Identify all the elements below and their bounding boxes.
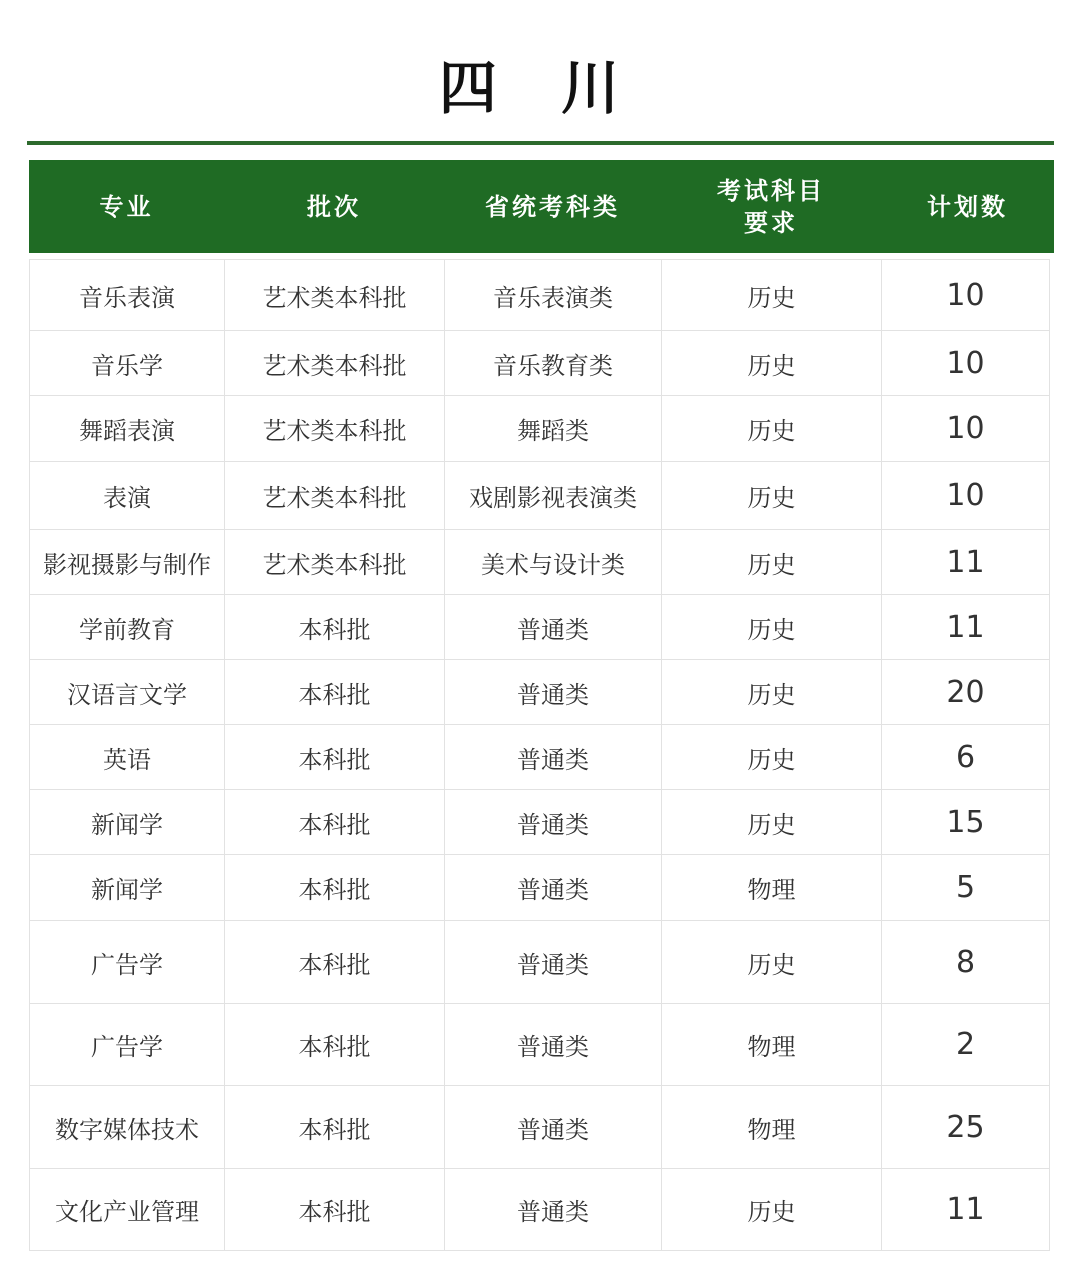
cell-plan: 8: [882, 921, 1050, 1004]
table-row: [30, 1004, 1050, 1086]
cell-batch: 艺术类本科批: [225, 260, 445, 331]
header-major: 专业: [99, 192, 154, 221]
cell-major: 影视摄影与制作: [30, 530, 225, 595]
header-category: 省统考科类: [485, 192, 620, 221]
cell-batch: 艺术类本科批: [225, 396, 445, 462]
cell-category: 音乐教育类: [445, 331, 662, 396]
cell-subject: 历史: [662, 921, 882, 1004]
table-row: [30, 260, 1050, 331]
cell-subject: 历史: [662, 260, 882, 331]
cell-subject: 历史: [662, 790, 882, 855]
cell-batch: 艺术类本科批: [225, 530, 445, 595]
cell-plan: 6: [882, 725, 1050, 790]
cell-major: 新闻学: [30, 855, 225, 921]
cell-major: 广告学: [30, 1004, 225, 1086]
table-row: [30, 725, 1050, 790]
cell-subject: 历史: [662, 462, 882, 530]
cell-category: 普通类: [445, 790, 662, 855]
cell-category: 舞蹈类: [445, 396, 662, 462]
cell-plan: 10: [882, 396, 1050, 462]
cell-plan: 10: [882, 260, 1050, 331]
cell-subject: 物理: [662, 855, 882, 921]
header-subject-line2: 要求: [744, 208, 798, 237]
table-row: [30, 660, 1050, 725]
cell-category: 普通类: [445, 1169, 662, 1251]
table-row: [30, 462, 1050, 530]
cell-major: 文化产业管理: [30, 1169, 225, 1251]
cell-major: 舞蹈表演: [30, 396, 225, 462]
table-row: [30, 396, 1050, 462]
cell-category: 普通类: [445, 921, 662, 1004]
cell-major: 新闻学: [30, 790, 225, 855]
table-header: [29, 160, 1054, 253]
header-plan: 计划数: [927, 192, 1008, 221]
cell-major: 学前教育: [30, 595, 225, 660]
cell-plan: 10: [882, 331, 1050, 396]
cell-plan: 2: [882, 1004, 1050, 1086]
cell-subject: 历史: [662, 660, 882, 725]
table-row: [30, 921, 1050, 1004]
cell-batch: 本科批: [225, 1086, 445, 1169]
cell-batch: 本科批: [225, 1004, 445, 1086]
cell-batch: 本科批: [225, 921, 445, 1004]
cell-batch: 本科批: [225, 660, 445, 725]
table-row: [30, 1086, 1050, 1169]
table-row: [30, 331, 1050, 396]
cell-major: 表演: [30, 462, 225, 530]
cell-plan: 25: [882, 1086, 1050, 1169]
cell-major: 音乐表演: [30, 260, 225, 331]
cell-plan: 11: [882, 530, 1050, 595]
cell-batch: 本科批: [225, 595, 445, 660]
title-divider: [27, 141, 1054, 145]
cell-subject: 物理: [662, 1004, 882, 1086]
cell-category: 音乐表演类: [445, 260, 662, 331]
cell-category: 戏剧影视表演类: [445, 462, 662, 530]
cell-plan: 11: [882, 595, 1050, 660]
cell-batch: 艺术类本科批: [225, 331, 445, 396]
cell-plan: 10: [882, 462, 1050, 530]
header-subject: [661, 160, 881, 253]
cell-batch: 本科批: [225, 855, 445, 921]
cell-category: 普通类: [445, 595, 662, 660]
table-row: [30, 790, 1050, 855]
cell-category: 普通类: [445, 660, 662, 725]
cell-subject: 历史: [662, 595, 882, 660]
cell-subject: 历史: [662, 331, 882, 396]
table-row: [30, 530, 1050, 595]
enrollment-table: [29, 259, 1050, 1251]
cell-plan: 20: [882, 660, 1050, 725]
cell-category: 普通类: [445, 1086, 662, 1169]
cell-batch: 本科批: [225, 725, 445, 790]
cell-major: 音乐学: [30, 331, 225, 396]
cell-batch: 本科批: [225, 1169, 445, 1251]
cell-plan: 11: [882, 1169, 1050, 1251]
cell-major: 英语: [30, 725, 225, 790]
page-title: 四 川: [438, 54, 642, 122]
cell-subject: 历史: [662, 725, 882, 790]
cell-batch: 艺术类本科批: [225, 462, 445, 530]
cell-major: 广告学: [30, 921, 225, 1004]
cell-plan: 15: [882, 790, 1050, 855]
cell-plan: 5: [882, 855, 1050, 921]
cell-category: 普通类: [445, 855, 662, 921]
table-row: [30, 595, 1050, 660]
header-subject-line1: 考试科目: [717, 176, 825, 205]
cell-category: 普通类: [445, 1004, 662, 1086]
cell-batch: 本科批: [225, 790, 445, 855]
cell-category: 普通类: [445, 725, 662, 790]
table-row: [30, 855, 1050, 921]
table-row: [30, 1169, 1050, 1251]
cell-subject: 历史: [662, 1169, 882, 1251]
cell-category: 美术与设计类: [445, 530, 662, 595]
cell-subject: 物理: [662, 1086, 882, 1169]
header-batch: 批次: [307, 192, 361, 221]
cell-major: 汉语言文学: [30, 660, 225, 725]
cell-subject: 历史: [662, 530, 882, 595]
cell-subject: 历史: [662, 396, 882, 462]
cell-major: 数字媒体技术: [30, 1086, 225, 1169]
